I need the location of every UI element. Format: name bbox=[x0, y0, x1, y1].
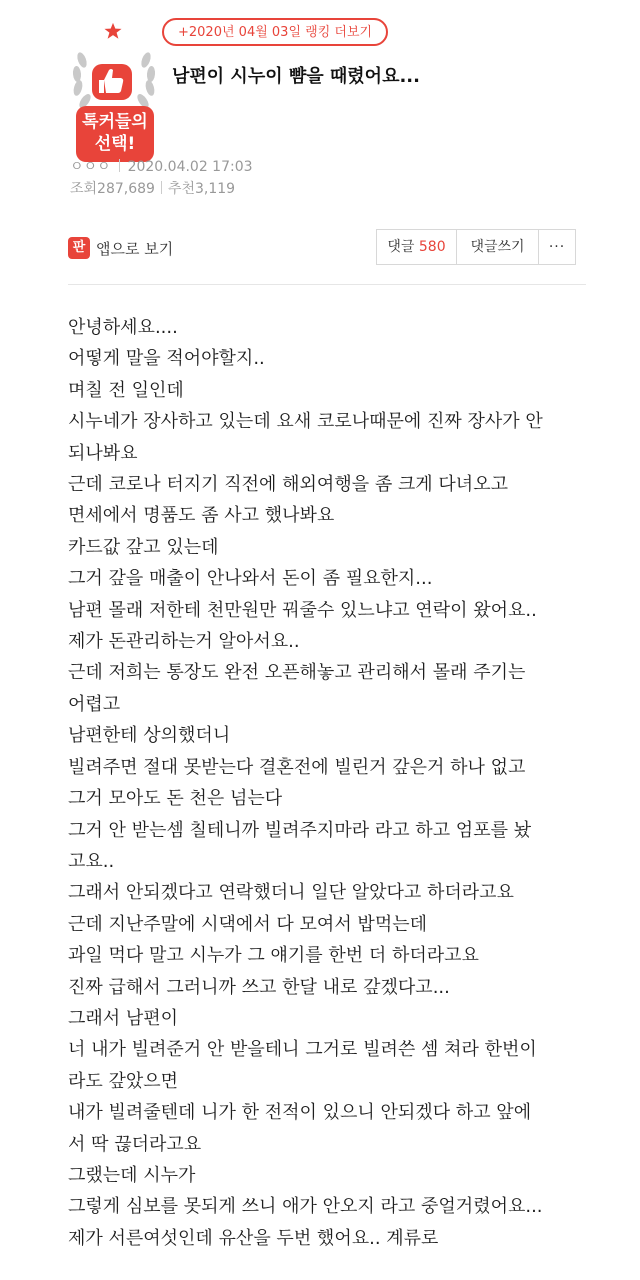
post-body-line: 그렇게 심보를 못되게 쓰니 애가 안오지 라고 중얼거렸어요... bbox=[68, 1196, 543, 1218]
comments-count: 580 bbox=[418, 239, 446, 255]
divider bbox=[119, 159, 120, 172]
thumbs-up-icon bbox=[92, 64, 132, 100]
post-body-line: 과일 먹다 말고 시누가 그 얘기를 한번 더 하더라고요 bbox=[68, 945, 479, 967]
more-options-button[interactable]: ··· bbox=[548, 239, 566, 255]
write-comment-button[interactable]: 댓글쓰기 bbox=[457, 230, 539, 264]
post-body bbox=[68, 312, 588, 1254]
post-body-line: 제가 서른여섯인데 유산을 두번 했어요.. 계류로 bbox=[68, 1227, 439, 1249]
badge-label bbox=[76, 106, 154, 162]
recommend-count: 추천3,119 bbox=[167, 181, 236, 197]
post-title: 남편이 시누이 뺨을 때렸어요... bbox=[172, 66, 420, 87]
post-body-line: 되나봐요 bbox=[68, 442, 138, 464]
post-body-line: 고요.. bbox=[68, 850, 115, 872]
post-body-line: 그거 안 받는셈 칠테니까 빌려주지마라 라고 하고 엄포를 놨 bbox=[68, 819, 532, 841]
post-body-line: 그래서 남편이 bbox=[68, 1007, 179, 1029]
post-body-line: 근데 코로나 터지기 직전에 해외여행을 좀 크게 다녀오고 bbox=[68, 474, 508, 496]
post-body-line: 안녕하세요.... bbox=[68, 317, 178, 338]
post-body-line: 근데 저희는 통장도 완전 오픈해놓고 관리해서 몰래 주기는 bbox=[68, 662, 526, 684]
badge-label-line1: 톡커들의 bbox=[82, 112, 148, 132]
post-body-line: 어렵고 bbox=[68, 693, 121, 715]
post-body-line: 그래서 안되겠다고 연락했더니 일단 알았다고 하더라고요 bbox=[68, 882, 514, 904]
post-meta-author-date bbox=[70, 156, 253, 176]
post-meta-stats bbox=[70, 178, 235, 198]
view-count: 조회287,689 bbox=[70, 181, 155, 197]
post-body-line: 며칠 전 일인데 bbox=[68, 379, 184, 401]
post-body-line: 어떻게 말을 적어야할지.. bbox=[68, 348, 265, 370]
badge-label-line2: 선택! bbox=[94, 134, 136, 154]
ranking-more-link[interactable]: +2020년 04월 03일 랭킹 더보기 bbox=[162, 18, 388, 46]
post-body-line: 너 내가 빌려준거 안 받을테니 그거로 빌려쓴 셈 쳐라 한번이 bbox=[68, 1039, 537, 1061]
post-body-line: 서 딱 끊더라고요 bbox=[68, 1133, 202, 1155]
post-body-line: 그거 모아도 돈 천은 넘는다 bbox=[68, 788, 283, 810]
comments-button[interactable] bbox=[377, 230, 457, 264]
comments-label: 댓글 bbox=[387, 239, 415, 255]
post-body-line: 남편한테 상의했더니 bbox=[68, 725, 231, 747]
post-body-line: 그거 갚을 매출이 안나와서 돈이 좀 필요한지... bbox=[68, 568, 433, 590]
bottom-fade bbox=[0, 1258, 640, 1280]
post-datetime: 2020.04.02 17:03 bbox=[127, 159, 253, 175]
comment-button-group bbox=[376, 229, 576, 265]
post-body-line: 카드값 갚고 있는데 bbox=[68, 536, 219, 558]
author-name[interactable]: ㅇㅇㅇ bbox=[70, 159, 111, 175]
divider bbox=[161, 181, 162, 194]
post-body-line: 빌려주면 절대 못받는다 결혼전에 빌린거 갚은거 하나 없고 bbox=[68, 756, 526, 778]
view-in-app-button[interactable] bbox=[68, 235, 173, 261]
post-body-line: 근데 지난주말에 시댁에서 다 모여서 밥먹는데 bbox=[68, 913, 427, 935]
pann-app-icon: 판 bbox=[68, 237, 90, 259]
post-body-line: 남편 몰래 저한테 천만원만 꿔줄수 있느냐고 연락이 왔어요.. bbox=[68, 599, 537, 621]
post-body-line: 제가 돈관리하는거 알아서요.. bbox=[68, 631, 300, 653]
post-body-line: 진짜 급해서 그러니까 쓰고 한달 내로 갚겠다고... bbox=[68, 976, 450, 998]
post-body-line: 그랬는데 시누가 bbox=[68, 1164, 196, 1186]
header-divider bbox=[68, 284, 586, 285]
view-in-app-label: 앱으로 보기 bbox=[96, 239, 174, 258]
post-body-line: 면세에서 명품도 좀 사고 했나봐요 bbox=[68, 505, 335, 527]
post-body-line: 시누네가 장사하고 있는데 요새 코로나때문에 진짜 장사가 안 bbox=[68, 411, 543, 433]
post-body-line: 내가 빌려줄텐데 니가 한 전적이 있으니 안되겠다 하고 앞에 bbox=[68, 1102, 532, 1124]
choice-badge bbox=[62, 20, 162, 154]
post-body-line: 라도 갚았으면 bbox=[68, 1070, 179, 1092]
